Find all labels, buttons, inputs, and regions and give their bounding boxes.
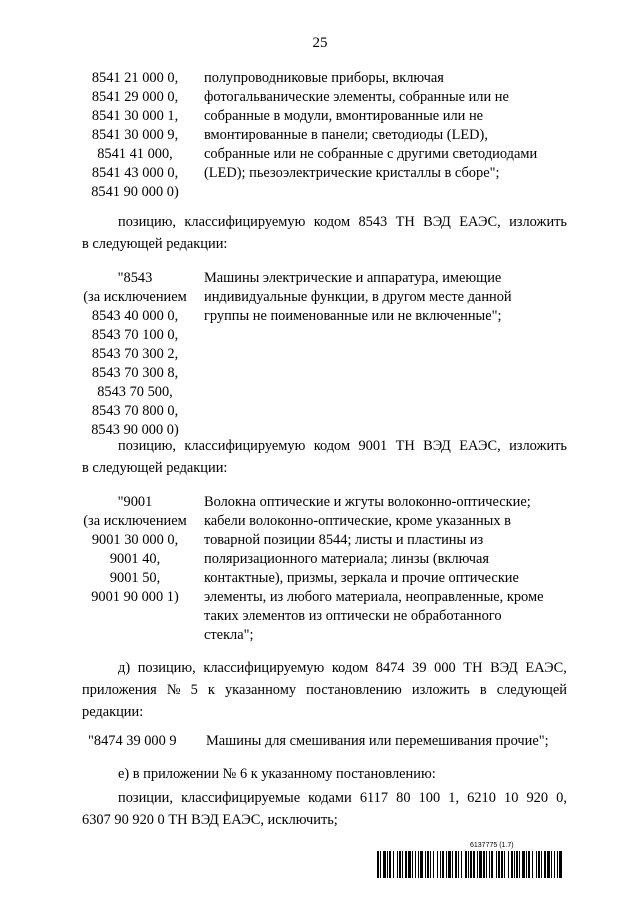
code-line: 8543 70 300 2, xyxy=(91,346,179,362)
description-line: группы не поименованные или не включенные"; xyxy=(204,308,502,324)
word: позицию, xyxy=(137,660,196,676)
description-line: Машины электрические и аппаратура, имеющие xyxy=(204,270,502,286)
code-line: 9001 40, xyxy=(109,551,161,567)
description-line: таких элементов из оптически не обработанного xyxy=(204,608,502,624)
word: ВЭД xyxy=(490,660,518,676)
paragraph-line xyxy=(82,681,567,700)
code-line: 9001 30 000 0, xyxy=(91,532,179,548)
code-line: 8543 70 800 0, xyxy=(91,403,179,419)
classification-block-9001 xyxy=(82,493,567,645)
code-line: "9001 xyxy=(117,494,153,510)
description-line: контактные), призмы, зеркала и прочие оптические xyxy=(204,570,519,586)
code-line: 8543 70 500, xyxy=(97,384,173,400)
code-line: "8543 xyxy=(117,270,153,286)
classification-block-8474 xyxy=(82,732,567,751)
word: классифицируемую xyxy=(184,438,306,454)
word: 8474 xyxy=(375,660,405,676)
code-line: (за исключением xyxy=(83,289,187,305)
word: следующей xyxy=(496,682,567,698)
paragraph-line: редакции: xyxy=(82,704,144,720)
description-line: фотогальванические элементы, собранные или не xyxy=(204,89,509,105)
code-line: (за исключением xyxy=(83,513,187,529)
word: классифицируемые xyxy=(181,790,301,806)
word: 8543 xyxy=(358,214,388,230)
word: 1, xyxy=(448,790,460,806)
code-column xyxy=(82,269,188,440)
word: указанному xyxy=(224,682,297,698)
word: 39 xyxy=(412,660,427,676)
code-line: 8541 21 000 0, xyxy=(91,70,179,86)
paragraph-line xyxy=(82,437,567,456)
paragraph-9001-intro xyxy=(82,437,567,478)
word: 920 xyxy=(526,790,549,806)
code-line: 8543 70 300 8, xyxy=(91,365,179,381)
paragraph-line: в следующей редакции: xyxy=(82,236,228,252)
word: постановлению xyxy=(306,682,402,698)
description-line: Волокна оптические и жгуты волоконно-оптические; xyxy=(204,494,531,510)
code-line: 8541 29 000 0, xyxy=(91,89,179,105)
word: позицию, xyxy=(118,438,177,454)
classification-block-8541 xyxy=(82,69,567,202)
code-line: 8543 40 000 0, xyxy=(91,308,179,324)
word: ВЭД xyxy=(423,438,451,454)
description-line: товарной позиции 8544; листы и пластины из xyxy=(204,532,484,548)
word: позиции, xyxy=(118,790,173,806)
page-number: 25 xyxy=(312,35,328,51)
word: изложить xyxy=(411,682,470,698)
description-line: собранные в модули, вмонтированные или не xyxy=(204,108,484,124)
code-line: "8474 39 000 9 xyxy=(88,733,177,749)
description-line: кабели волоконно-оптические, кроме указанных в xyxy=(204,513,511,529)
word: изложить xyxy=(509,214,567,230)
code-line: 8541 90 000 0) xyxy=(91,184,179,200)
description-line: индивидуальные функции, в другом месте данной xyxy=(204,289,512,305)
code-line: 8541 43 000 0, xyxy=(91,165,179,181)
word: 000 xyxy=(434,660,456,676)
code-line: 9001 50, xyxy=(109,570,161,586)
paragraph-line xyxy=(82,789,567,808)
classification-block-8543 xyxy=(82,269,567,440)
word: в xyxy=(479,682,487,698)
word: классифицируемую xyxy=(203,660,325,676)
paragraph-line xyxy=(82,213,567,232)
word: ТН xyxy=(463,660,483,676)
word: ТН xyxy=(395,214,415,230)
word: 9001 xyxy=(358,438,388,454)
description-line: собранные или не собранные с другими светодиодами xyxy=(204,146,538,162)
code-column xyxy=(82,493,188,645)
word: кодом xyxy=(313,214,351,230)
word: 6117 xyxy=(359,790,389,806)
paragraph-line xyxy=(82,659,567,678)
code-line: 8541 30 000 9, xyxy=(91,127,179,143)
word: ЕАЭС, xyxy=(459,214,501,230)
word: изложить xyxy=(509,438,567,454)
word: ЕАЭС, xyxy=(459,438,501,454)
word: позицию, xyxy=(118,214,177,230)
word: ВЭД xyxy=(423,214,451,230)
word: 0, xyxy=(556,790,567,806)
paragraph-e-intro xyxy=(82,765,567,784)
description-line: вмонтированные в панели; светодиоды (LED), xyxy=(204,127,488,143)
word: д) xyxy=(118,660,131,676)
description-line: полупроводниковые приборы, включая xyxy=(204,70,444,86)
description-line: поляризационного материала; линзы (включая xyxy=(204,551,490,567)
code-line: 8541 41 000, xyxy=(97,146,173,162)
word: ЕАЭС, xyxy=(525,660,567,676)
code-column xyxy=(82,69,188,202)
word: приложения xyxy=(82,682,157,698)
paragraph-8543-intro xyxy=(82,213,567,254)
code-line: 8543 70 100 0, xyxy=(91,327,179,343)
word: ТН xyxy=(395,438,415,454)
word: № xyxy=(166,682,181,698)
paragraph-positions-exclude xyxy=(82,789,567,830)
word: кодом xyxy=(331,660,369,676)
word: кодом xyxy=(313,438,351,454)
word: к xyxy=(207,682,215,698)
word: 10 xyxy=(504,790,519,806)
word: 100 xyxy=(418,790,441,806)
word: 6210 xyxy=(467,790,496,806)
code-line: 8543 90 000 0) xyxy=(91,422,179,438)
barcode-code-label: 6137775 (1.7) xyxy=(470,842,514,849)
word: 5 xyxy=(190,682,198,698)
paragraph-line: е) в приложении № 6 к указанному постановлению: xyxy=(118,766,436,782)
description-line: стекла"; xyxy=(204,627,254,643)
paragraph-line: в следующей редакции: xyxy=(82,460,228,476)
code-line: 8541 30 000 1, xyxy=(91,108,179,124)
paragraph-d-8474 xyxy=(82,659,567,722)
word: классифицируемую xyxy=(184,214,306,230)
description-column xyxy=(204,69,567,202)
word: кодами xyxy=(308,790,352,806)
description-line: элементы, из любого материала, неоправленные, кроме xyxy=(204,589,544,605)
description-column xyxy=(204,269,567,440)
paragraph-line: 6307 90 920 0 ТН ВЭД ЕАЭС, исключить; xyxy=(82,812,338,828)
description-line: (LED); пьезоэлектрические кристаллы в сборе"; xyxy=(204,165,500,181)
barcode-icon xyxy=(377,851,563,878)
description-line: Машины для смешивания или перемешивания прочие"; xyxy=(206,733,549,749)
word: 80 xyxy=(396,790,411,806)
code-line: 9001 90 000 1) xyxy=(91,589,179,605)
description-column xyxy=(204,493,567,645)
